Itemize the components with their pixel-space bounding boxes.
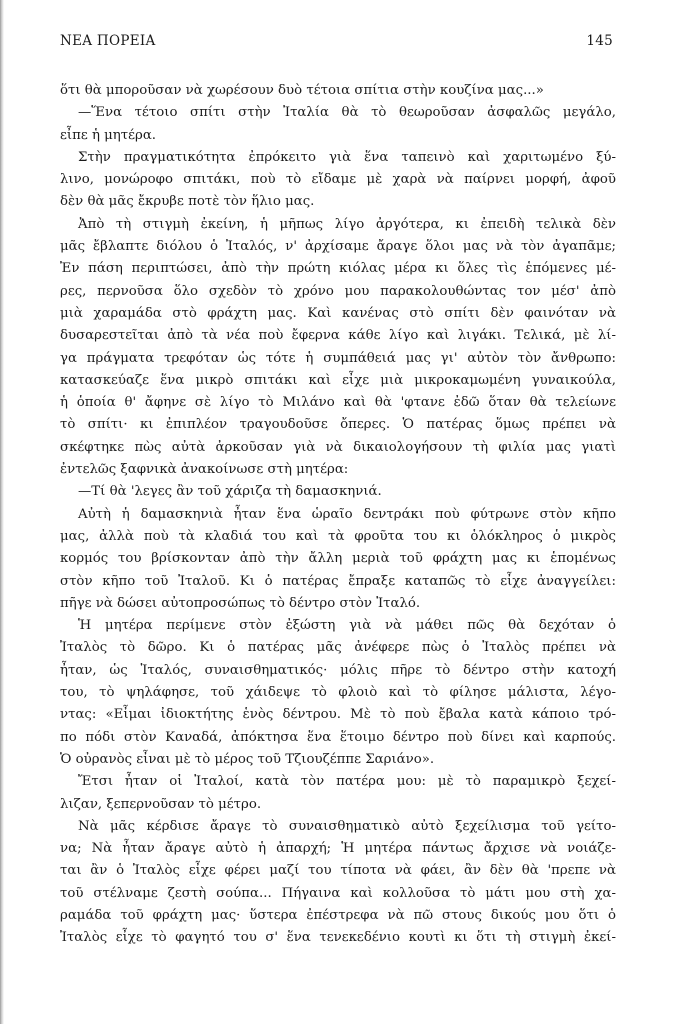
text-line: ἦταν, ὡς Ἰταλός, συναισθηματικός· μόλις πῆρε τὸ δέντρο στὴν κατοχή	[60, 662, 616, 678]
text-line: εἶπε ἡ μητέρα.	[60, 127, 157, 143]
text-line: λιζαν, ξεπερνοῦσαν τὸ μέτρο.	[60, 796, 262, 812]
text-line: ται ἂν ὁ Ἰταλὸς εἶχε φέρει μαζί του τίποτα νὰ φάει, ἂν δὲν θὰ 'πρεπε νὰ	[60, 863, 616, 879]
text-line: λινο, μονώροφο σπιτάκι, ποὺ τὸ εἴδαμε μὲ χαρὰ νὰ παίρνει μορφή, ἀφοῦ	[60, 172, 616, 188]
text-line: πο πόδι στὸν Καναδά, ἀπόκτησα ἕνα ἕτοιμο δέντρο ποὺ δίνει καὶ καρπούς.	[60, 729, 616, 745]
text-line: —Τί θὰ 'λεγες ἂν τοῦ χάριζα τὴ δαμασκηνιά.	[78, 484, 382, 500]
text-line: δυσαρεστεῖται ἀπὸ τὰ νέα ποὺ ἔφερνα κάθε λίγο καὶ λιγάκι. Τελικά, μὲ λί-	[60, 328, 616, 344]
paragraph	[60, 147, 616, 214]
running-head-title: ΝΕΑ ΠΟΡΕΙΑ	[60, 33, 156, 49]
text-line: σκέφτηκε πὼς αὐτὰ ἀρκοῦσαν γιὰ νὰ δικαιολογήσουν τὴ φιλία μας γιατὶ	[60, 439, 616, 455]
body-text	[60, 80, 616, 950]
text-line: στὸν κῆπο τοῦ Ἰταλοῦ. Κι ὁ πατέρας ἔπραξε καταπῶς τὸ εἶχε ἀναγγείλει:	[60, 573, 616, 589]
paragraph	[60, 80, 616, 102]
text-line: τὸ σπίτι· κι ἐπιπλέον τραγουδοῦσε ὄπερες. Ὁ πατέρας ὅμως πρέπει νὰ	[60, 417, 616, 433]
text-line: Νὰ μᾶς κέρδισε ἄραγε τὸ συναισθηματικὸ αὐτὸ ξεχείλισμα τοῦ γείτο-	[78, 818, 616, 834]
paragraph	[60, 771, 616, 816]
binding-shadow	[0, 0, 4, 1024]
running-header	[60, 33, 613, 53]
text-line: Αὐτὴ ἡ δαμασκηνιὰ ἦταν ἕνα ὡραῖο δεντράκι ποὺ φύτρωνε στὸν κῆπο	[78, 506, 616, 522]
text-line: κατασκεύαζε ἕνα μικρὸ σπιτάκι καὶ εἶχε μιὰ μικροκαμωμένη γυναικούλα,	[60, 372, 616, 388]
text-line: γα πράγματα τρεφόταν ὡς τότε ἡ συμπάθειά μας γι' αὐτὸν τὸν ἄνθρωπο:	[60, 350, 616, 366]
paragraph	[60, 615, 616, 771]
text-line: δὲν θὰ μᾶς ἔκρυβε ποτὲ τὸν ἥλιο μας.	[60, 194, 315, 210]
text-line: μας, ἀλλὰ ποὺ τὰ κλαδιά του καὶ τὰ φροῦτα του κι ὁλόκληρος ὁ μικρὸς	[60, 528, 616, 544]
paragraph	[60, 214, 616, 482]
text-line: τοῦ στέλναμε ζεστὴ σούπα... Πήγαινα καὶ κολλοῦσα τὸ μάτι μου στὴ χα-	[60, 885, 616, 901]
text-line: του, τὸ ψηλάφησε, τοῦ χάιδεψε τὸ φλοιὸ καὶ τὸ φίλησε μάλιστα, λέγο-	[60, 685, 616, 701]
text-line: ἐντελῶς ξαφνικὰ ἀνακοίνωσε στὴ μητέρα:	[60, 462, 349, 478]
paragraph	[60, 102, 616, 147]
paragraph	[60, 481, 616, 503]
text-line: ἡ ὁποία θ' ἄφηνε σὲ λίγο τὸ Μιλάνο καὶ θὰ 'φτανε ἐδῶ ὅταν θὰ τελείωνε	[60, 395, 616, 411]
text-line: Ἰταλὸς τὸ δῶρο. Κι ὁ πατέρας μᾶς ἀνέφερε πὼς ὁ Ἰταλὸς πρέπει νὰ	[60, 640, 616, 656]
paragraph	[60, 504, 616, 615]
text-line: μᾶς ἔβλαπτε διόλου ὁ Ἰταλός, ν' ἀρχίσαμε ἄραγε ὅλοι μας νὰ τὸν ἀγαπᾶμε;	[60, 239, 616, 255]
text-line: ραμάδα τοῦ φράχτη μας· ὕστερα ἐπέστρεφα νὰ πῶ στους δικούς μου ὅτι ὁ	[60, 907, 616, 923]
text-line: ντας: «Εἶμαι ἰδιοκτήτης ἑνὸς δέντρου. Μὲ τὸ ποὺ ἔβαλα κατὰ κάποιο τρό-	[60, 707, 616, 723]
text-line: να; Νὰ ἦταν ἄραγε αὐτὸ ἡ ἀπαρχή; Ἡ μητέρα πάντως ἄρχισε νὰ νοιάζε-	[60, 841, 616, 857]
text-line: ὅτι θὰ μποροῦσαν νὰ χωρέσουν δυὸ τέτοια σπίτια στὴν κουζίνα μας...»	[60, 83, 544, 98]
page-number: 145	[586, 33, 613, 49]
paragraph	[60, 816, 616, 950]
text-line: κορμός του βρίσκονταν ἀπὸ τὴν ἄλλη μεριὰ τοῦ φράχτη μας κι ἑπομένως	[60, 551, 616, 567]
text-line: —Ἕνα τέτοιο σπίτι στὴν Ἰταλία θὰ τὸ θεωροῦσαν ἀσφαλῶς μεγάλο,	[78, 105, 616, 121]
text-line: ρες, περνοῦσα ὅλο σχεδὸν τὸ χρόνο μου παρακολουθώντας τον μέσ' ἀπὸ	[60, 283, 616, 299]
text-line: Ἐν πάση περιπτώσει, ἀπὸ τὴν πρώτη κιόλας μέρα κι ὅλες τὶς ἑπόμενες μέ-	[60, 261, 616, 277]
text-line: Ἰταλὸς εἶχε τὸ φαγητό του σ' ἕνα τενεκεδένιο κουτὶ κι ὅτι τὴ στιγμὴ ἐκεί-	[60, 930, 616, 946]
text-line: Ὁ οὐρανὸς εἶναι μὲ τὸ μέρος τοῦ Τζιουζέππε Σαριάνο».	[60, 751, 435, 767]
text-line: μιὰ χαραμάδα στὸ φράχτη μας. Καὶ κανένας στὸ σπίτι δὲν φαινόταν νὰ	[60, 305, 616, 321]
text-line: Ἔτσι ἦταν οἱ Ἰταλοί, κατὰ τὸν πατέρα μου: μὲ τὸ παραμικρὸ ξεχεί-	[78, 774, 616, 790]
text-line: πῆγε νὰ δώσει αὐτοπροσώπως τὸ δέντρο στὸν Ἰταλό.	[60, 595, 421, 611]
text-line: Στὴν πραγματικότητα ἐπρόκειτο γιὰ ἕνα ταπεινὸ καὶ χαριτωμένο ξύ-	[78, 149, 616, 165]
text-line: Ἀπὸ τὴ στιγμὴ ἐκείνη, ἡ μῆπως λίγο ἀργότερα, κι ἐπειδὴ τελικὰ δὲν	[78, 216, 616, 232]
text-line: Ἡ μητέρα περίμενε στὸν ἐξώστη γιὰ νὰ μάθει πῶς θὰ δεχόταν ὁ	[78, 618, 616, 634]
